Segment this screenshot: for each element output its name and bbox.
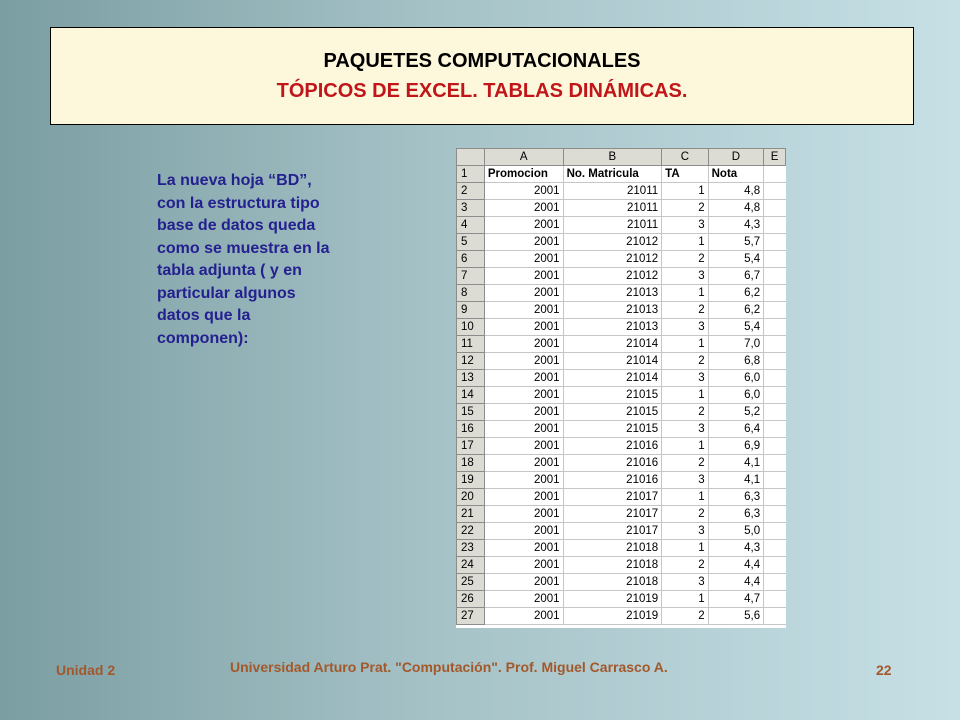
cell-promocion: 2001 bbox=[484, 285, 563, 302]
cell-matricula: 21015 bbox=[563, 387, 662, 404]
row-number: 13 bbox=[457, 370, 485, 387]
row-number: 8 bbox=[457, 285, 485, 302]
cell-promocion: 2001 bbox=[484, 387, 563, 404]
cell-promocion: 2001 bbox=[484, 200, 563, 217]
empty-cell bbox=[764, 557, 786, 574]
empty-cell bbox=[764, 472, 786, 489]
cell-nota: 5,4 bbox=[708, 319, 764, 336]
table-row bbox=[457, 285, 786, 302]
description-text: La nueva hoja “BD”, con la estructura tipo base de datos queda como se muestra en la tabla adjunta ( y en particular algunos datos que la componen): bbox=[157, 172, 330, 347]
cell-promocion: 2001 bbox=[484, 268, 563, 285]
title-box bbox=[50, 27, 914, 125]
cell-matricula: 21012 bbox=[563, 251, 662, 268]
empty-cell bbox=[764, 200, 786, 217]
row-number: 11 bbox=[457, 336, 485, 353]
cell-matricula: 21012 bbox=[563, 234, 662, 251]
cell-ta: 1 bbox=[662, 489, 708, 506]
table-row bbox=[457, 421, 786, 438]
table-row bbox=[457, 540, 786, 557]
cell-nota: 6,7 bbox=[708, 268, 764, 285]
cell-ta: 3 bbox=[662, 217, 708, 234]
header-cell-promocion: Promocion bbox=[484, 166, 563, 183]
cell-nota: 4,1 bbox=[708, 455, 764, 472]
empty-cell bbox=[764, 302, 786, 319]
row-number: 3 bbox=[457, 200, 485, 217]
cell-nota: 4,7 bbox=[708, 591, 764, 608]
table-row bbox=[457, 455, 786, 472]
row-number: 16 bbox=[457, 421, 485, 438]
cell-matricula: 21015 bbox=[563, 404, 662, 421]
cell-nota: 4,3 bbox=[708, 217, 764, 234]
cell-nota: 5,0 bbox=[708, 523, 764, 540]
cell-nota: 6,3 bbox=[708, 489, 764, 506]
column-letter: A bbox=[484, 149, 563, 166]
select-all-corner bbox=[457, 149, 485, 166]
cell-ta: 3 bbox=[662, 319, 708, 336]
header-cell-nota: Nota bbox=[708, 166, 764, 183]
cell-matricula: 21018 bbox=[563, 540, 662, 557]
row-number: 7 bbox=[457, 268, 485, 285]
cell-ta: 2 bbox=[662, 200, 708, 217]
row-number: 21 bbox=[457, 506, 485, 523]
cell-promocion: 2001 bbox=[484, 523, 563, 540]
cell-nota: 5,7 bbox=[708, 234, 764, 251]
empty-cell bbox=[764, 506, 786, 523]
cell-ta: 1 bbox=[662, 540, 708, 557]
empty-cell bbox=[764, 285, 786, 302]
cell-matricula: 21017 bbox=[563, 489, 662, 506]
table-row bbox=[457, 336, 786, 353]
cell-nota: 6,9 bbox=[708, 438, 764, 455]
table-row bbox=[457, 387, 786, 404]
cell-ta: 2 bbox=[662, 557, 708, 574]
cell-promocion: 2001 bbox=[484, 506, 563, 523]
empty-cell bbox=[764, 455, 786, 472]
table-row bbox=[457, 183, 786, 200]
cell-ta: 1 bbox=[662, 183, 708, 200]
table-header-row bbox=[457, 166, 786, 183]
cell-matricula: 21011 bbox=[563, 183, 662, 200]
row-number: 24 bbox=[457, 557, 485, 574]
empty-cell bbox=[764, 166, 786, 183]
cell-matricula: 21013 bbox=[563, 285, 662, 302]
column-letter: B bbox=[563, 149, 662, 166]
row-number: 1 bbox=[457, 166, 485, 183]
table-row bbox=[457, 404, 786, 421]
empty-cell bbox=[764, 234, 786, 251]
cell-promocion: 2001 bbox=[484, 489, 563, 506]
row-number: 14 bbox=[457, 387, 485, 404]
table-row bbox=[457, 591, 786, 608]
row-number: 9 bbox=[457, 302, 485, 319]
cell-promocion: 2001 bbox=[484, 455, 563, 472]
cell-promocion: 2001 bbox=[484, 540, 563, 557]
row-number: 18 bbox=[457, 455, 485, 472]
cell-nota: 7,0 bbox=[708, 336, 764, 353]
empty-cell bbox=[764, 540, 786, 557]
cell-matricula: 21016 bbox=[563, 455, 662, 472]
cell-matricula: 21012 bbox=[563, 268, 662, 285]
cell-promocion: 2001 bbox=[484, 353, 563, 370]
column-header-row bbox=[457, 149, 786, 166]
row-number: 17 bbox=[457, 438, 485, 455]
table-row bbox=[457, 268, 786, 285]
cell-ta: 1 bbox=[662, 438, 708, 455]
cell-nota: 4,1 bbox=[708, 472, 764, 489]
cell-promocion: 2001 bbox=[484, 438, 563, 455]
table-row bbox=[457, 557, 786, 574]
cell-nota: 6,4 bbox=[708, 421, 764, 438]
cell-nota: 6,0 bbox=[708, 370, 764, 387]
cell-ta: 2 bbox=[662, 302, 708, 319]
row-number: 25 bbox=[457, 574, 485, 591]
cell-ta: 1 bbox=[662, 234, 708, 251]
cell-matricula: 21015 bbox=[563, 421, 662, 438]
cell-ta: 1 bbox=[662, 336, 708, 353]
cell-matricula: 21017 bbox=[563, 523, 662, 540]
empty-cell bbox=[764, 489, 786, 506]
table-row bbox=[457, 472, 786, 489]
row-number: 15 bbox=[457, 404, 485, 421]
column-letter: D bbox=[708, 149, 764, 166]
cell-promocion: 2001 bbox=[484, 370, 563, 387]
cell-promocion: 2001 bbox=[484, 574, 563, 591]
cell-matricula: 21011 bbox=[563, 200, 662, 217]
table-row bbox=[457, 217, 786, 234]
table-row bbox=[457, 574, 786, 591]
column-letter: C bbox=[662, 149, 708, 166]
cell-ta: 2 bbox=[662, 251, 708, 268]
cell-ta: 2 bbox=[662, 608, 708, 625]
cell-ta: 1 bbox=[662, 387, 708, 404]
empty-cell bbox=[764, 336, 786, 353]
table-row bbox=[457, 302, 786, 319]
cell-matricula: 21014 bbox=[563, 353, 662, 370]
cell-promocion: 2001 bbox=[484, 234, 563, 251]
empty-cell bbox=[764, 591, 786, 608]
table-row bbox=[457, 608, 786, 625]
cell-nota: 5,4 bbox=[708, 251, 764, 268]
cell-promocion: 2001 bbox=[484, 251, 563, 268]
slide-subtitle: TÓPICOS DE EXCEL. TABLAS DINÁMICAS. bbox=[276, 80, 688, 102]
cell-promocion: 2001 bbox=[484, 608, 563, 625]
cell-nota: 6,0 bbox=[708, 387, 764, 404]
cell-ta: 3 bbox=[662, 370, 708, 387]
cell-ta: 1 bbox=[662, 591, 708, 608]
cell-ta: 3 bbox=[662, 472, 708, 489]
cell-ta: 3 bbox=[662, 574, 708, 591]
empty-cell bbox=[764, 438, 786, 455]
empty-cell bbox=[764, 421, 786, 438]
cell-matricula: 21019 bbox=[563, 608, 662, 625]
cell-matricula: 21014 bbox=[563, 336, 662, 353]
row-number: 20 bbox=[457, 489, 485, 506]
cell-ta: 2 bbox=[662, 404, 708, 421]
cell-nota: 6,2 bbox=[708, 302, 764, 319]
footer-credits: Universidad Arturo Prat. "Computación". Prof. Miguel Carrasco A. bbox=[230, 659, 668, 675]
cell-ta: 3 bbox=[662, 268, 708, 285]
empty-cell bbox=[764, 217, 786, 234]
row-number: 10 bbox=[457, 319, 485, 336]
cell-promocion: 2001 bbox=[484, 472, 563, 489]
row-number: 23 bbox=[457, 540, 485, 557]
cell-matricula: 21013 bbox=[563, 302, 662, 319]
table-row bbox=[457, 200, 786, 217]
cell-ta: 3 bbox=[662, 421, 708, 438]
cell-matricula: 21018 bbox=[563, 557, 662, 574]
cell-promocion: 2001 bbox=[484, 183, 563, 200]
cell-matricula: 21017 bbox=[563, 506, 662, 523]
cell-matricula: 21013 bbox=[563, 319, 662, 336]
cell-ta: 1 bbox=[662, 285, 708, 302]
cell-ta: 2 bbox=[662, 506, 708, 523]
empty-cell bbox=[764, 183, 786, 200]
cell-nota: 4,4 bbox=[708, 557, 764, 574]
row-number: 2 bbox=[457, 183, 485, 200]
row-number: 5 bbox=[457, 234, 485, 251]
row-number: 19 bbox=[457, 472, 485, 489]
cell-matricula: 21016 bbox=[563, 472, 662, 489]
header-cell-matricula: No. Matricula bbox=[563, 166, 662, 183]
empty-cell bbox=[764, 387, 786, 404]
row-number: 22 bbox=[457, 523, 485, 540]
row-number: 27 bbox=[457, 608, 485, 625]
empty-cell bbox=[764, 608, 786, 625]
empty-cell bbox=[764, 370, 786, 387]
empty-cell bbox=[764, 574, 786, 591]
cell-matricula: 21019 bbox=[563, 591, 662, 608]
column-letter: E bbox=[764, 149, 786, 166]
cell-promocion: 2001 bbox=[484, 336, 563, 353]
table-row bbox=[457, 506, 786, 523]
table-row bbox=[457, 489, 786, 506]
row-number: 26 bbox=[457, 591, 485, 608]
table-row bbox=[457, 234, 786, 251]
empty-cell bbox=[764, 268, 786, 285]
cell-ta: 2 bbox=[662, 353, 708, 370]
empty-cell bbox=[764, 251, 786, 268]
page-number: 22 bbox=[876, 662, 892, 678]
cell-promocion: 2001 bbox=[484, 319, 563, 336]
cell-promocion: 2001 bbox=[484, 557, 563, 574]
cell-matricula: 21016 bbox=[563, 438, 662, 455]
header-cell-ta: TA bbox=[662, 166, 708, 183]
row-number: 6 bbox=[457, 251, 485, 268]
cell-nota: 4,4 bbox=[708, 574, 764, 591]
cell-ta: 3 bbox=[662, 523, 708, 540]
empty-cell bbox=[764, 353, 786, 370]
empty-cell bbox=[764, 523, 786, 540]
table-row bbox=[457, 251, 786, 268]
cell-ta: 2 bbox=[662, 455, 708, 472]
cell-promocion: 2001 bbox=[484, 591, 563, 608]
spreadsheet-screenshot bbox=[456, 148, 786, 628]
cell-nota: 4,8 bbox=[708, 200, 764, 217]
cell-promocion: 2001 bbox=[484, 421, 563, 438]
row-number: 4 bbox=[457, 217, 485, 234]
table-row bbox=[457, 353, 786, 370]
cell-nota: 4,8 bbox=[708, 183, 764, 200]
empty-cell bbox=[764, 319, 786, 336]
cell-matricula: 21011 bbox=[563, 217, 662, 234]
cell-nota: 4,3 bbox=[708, 540, 764, 557]
slide-title: PAQUETES COMPUTACIONALES bbox=[323, 50, 641, 72]
table-row bbox=[457, 370, 786, 387]
cell-nota: 5,6 bbox=[708, 608, 764, 625]
table-row bbox=[457, 319, 786, 336]
row-number: 12 bbox=[457, 353, 485, 370]
cell-promocion: 2001 bbox=[484, 217, 563, 234]
table-row bbox=[457, 523, 786, 540]
cell-promocion: 2001 bbox=[484, 302, 563, 319]
cell-promocion: 2001 bbox=[484, 404, 563, 421]
cell-matricula: 21018 bbox=[563, 574, 662, 591]
cell-nota: 6,8 bbox=[708, 353, 764, 370]
cell-nota: 5,2 bbox=[708, 404, 764, 421]
spreadsheet-table bbox=[456, 148, 786, 625]
footer-unit: Unidad 2 bbox=[56, 662, 116, 678]
empty-cell bbox=[764, 404, 786, 421]
cell-matricula: 21014 bbox=[563, 370, 662, 387]
cell-nota: 6,2 bbox=[708, 285, 764, 302]
cell-nota: 6,3 bbox=[708, 506, 764, 523]
table-row bbox=[457, 438, 786, 455]
